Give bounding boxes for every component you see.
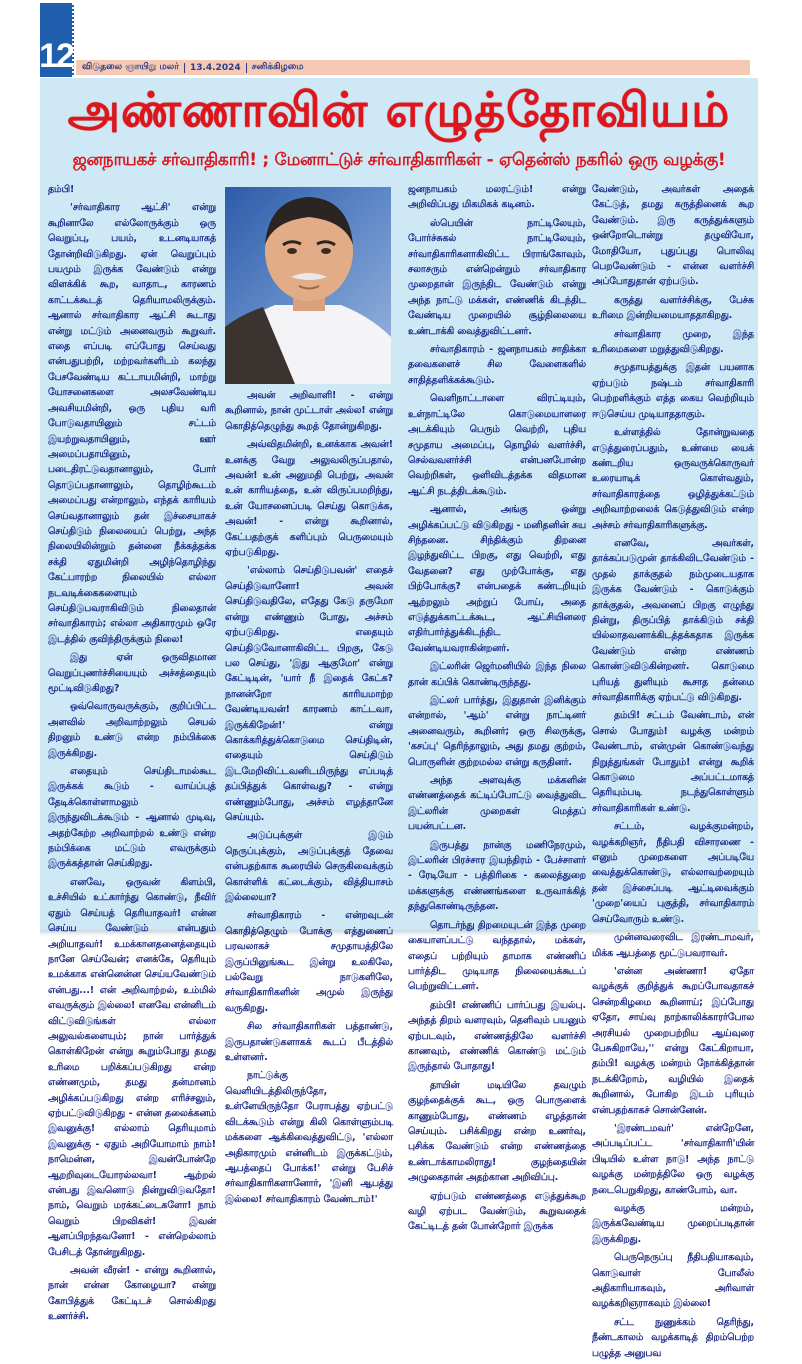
paragraph: தாயின் மடியிலே தவழும் குழந்தைக்குக் கூட, ஒரு பொருளைக் காணும்போது, எண்ணம் எழத்தான் செய்யும். பசிக்கிறது என்ற உணர்வு, புசிக்க வேண்டும் என்ற எண்ணத்தை உண்டாக்காமலிராது! குழந்தையின் அழுகைதான் அதற்கான அறிவிப்பு. [408,1079,586,1184]
portrait-illustration [225,187,391,384]
article-column-2 [225,388,393,1210]
page-number: 12 [39,37,73,75]
issue-date: 13.4.2024 [189,62,241,73]
paragraph: சில சர்வாதிகாரிகள் பத்தாண்டு, இருபதாண்டுகளாகக் கூடப் பீடத்தில் உள்ளனர். [225,1021,393,1064]
paragraph: அவன் வீரன்! - என்று கூறினால், நான் என்ன கோழையா? என்று கோபித்துக் கேட்டிடச் சொல்கிறது உணர்ச்சி. [48,1265,216,1323]
paragraph: ஆனால், அங்கு ஒன்று அழிக்கப்பட்டு விடுகிறது - மனிதனின் சுய சிந்தனை. சிந்திக்கும் திறனை இழந்துவிட்ட பிறகு, எது வெற்றி, எது வேதனை? எது முற்போக்கு, எது பிற்போக்கு? என்பதைக் கண்டறியும் ஆற்றலும் அற்றுப் போய், அதை எடுத்துக்காட்டக்கூட, ஆட்சியினரை எதிர்பார்த்துக்கிடந்திட வேண்டியவராகின்றனர். [408,504,586,654]
paragraph: 'இரண்டமவர்' என்றேனே, அப்படிப்பட்ட 'சர்வாதிகாரி'யின் பிடியில் உள்ள நாடு! அந்த நாட்டு வழக்கு மன்றத்திலே ஒரு வழக்கு நடைபெறுகிறது, காண்போம், வா. [592,1122,754,1196]
paragraph: தம்பி! [48,184,75,195]
paragraph: வெளிநாட்டாளை விரட்டியும், உள்நாட்டிலே கொடுமையாளரை அடக்கியும் பெரும் வெற்றி, புதிய சமுதாய அமைப்பு, தொழில் வளர்ச்சி, செல்வவளர்ச்சி என்பனபோன்ற வெற்றிகள், ஒளிவிடத்தக்க விதமான ஆட்சி நடத்திடக்கூடும். [408,393,586,497]
paragraph: இட்லர் பார்த்து, இதுதான் இனிக்கும் என்றால், 'ஆம்' என்று நாட்டினர் அனைவரும், கூறினர்; ஒரு சிலருக்கு, 'கசப்பு' தெரிந்தாலும், அது தமது குற்றம், பொருளின் குற்றமல்ல என்று கருதினர். [408,695,586,768]
paragraph: நாட்டுக்கு வெளியிடத்திலிருந்தோ, உள்ளேயிருந்தோ பேராபத்து ஏற்பட்டு விடக்கூடும் என்று கிலி கொள்ளும்படி மக்களை ஆக்கிவைத்துவிட்டு, 'எல்லா அதிகாரமும் என்னிடம் இருக்கட்டும், ஆபத்தைப் போக்க!' என்று பேசிச் சர்வாதிகாரிகளானோர், 'இனி ஆபத்து இல்லை! சர்வாதிகாரம் வேண்டாம்!' [225,1070,393,1205]
paragraph: கருத்து வளர்ச்சிக்கு, பேச்சு உரிமை இன்றியமையாததாகிறது. [592,294,754,322]
divider [246,63,247,73]
date-strip [76,60,750,75]
author-portrait [225,187,391,384]
paragraph: இட்லரின் ஜெர்மனியில் இந்த நிலை தான் கப்பிக் கொண்டிருந்தது. [408,661,586,688]
paragraph: சர்வாதிகார முறை, இந்த உரிமைகளை மறுத்துவிடுகிறது. [592,328,754,356]
paragraph: அவ்விதமின்றி, உனக்காக அவன்! உனக்கு வேறு அலுவலிருப்பதால், அவன்! உன் அனுமதி பெற்று, அவன் உன் காரியத்தை, உன் விருப்பமறிந்து, உன் யோசனைப்படி செய்து கொடுக்க, அவன்! - என்று கூறினால், கேட்பதற்குக் களிப்பும் பெருமையும் ஏற்படுகிறது. [225,439,393,559]
paragraph: 'எல்லாம் செய்திடுபவன்' எதைச் செய்திடுவானோ! அவன் செய்திடுவதிலே, எதேது கேடு தருமோ என்று எண்ணும் போது, அச்சம் ஏற்படுகிறது. எதையும் செய்திடுவோனாகிவிட்ட பிறகு, கேடு பல செய்து, 'இது ஆகுமோ' என்று கேட்டிடின், 'யார் நீ இதைக் கேட்க? நானன்றோ காரியமாற்ற வேண்டியவன்! காரணம் காட்டவா, இருக்கிறேன்!' என்று கொக்கரித்துக்கொடுமை செய்திடின், எதையும் செய்திடும் இடமேறிவிட்டவனிடமிருந்து எப்படித் தப்பித்துக் கொள்வது? - என்று எண்ணும்போது, அச்சம் எழத்தானே செய்யும். [225,565,393,823]
paragraph: சட்டம், வழக்குமன்றம், வழக்கறிஞர், நீதிபதி விசாரணை - எனும் முறைகளை அப்படியே வைத்துக்கொண்டு, எல்லாவற்றையும் தன் இச்சைப்படி ஆட்டிவைக்கும் 'முறை'யைப் புகுத்தி, சர்வாதிகாரம் செய்வோரும் உண்டு. [592,821,754,925]
paragraph: தம்பி! எண்ணிப் பார்ப்பது இயல்பு. அந்தத் திறம் வளரவும், தெளிவும் பயனும் ஏற்படவும், எண்ணத்திலே வளர்ச்சி காணவும், எண்ணிக் கொண்டு மட்டும் இருந்தால் போதாது! [408,999,586,1073]
paragraph: வழக்கு மன்றம், இருக்கவேண்டிய முறைப்படிதான் இருக்கிறது. [592,1203,754,1245]
article-subtitle: ஜனநாயகச் சர்வாதிகாரி! ; மேனாட்டுச் சர்வாதிகாரிகள் - ஏதென்ஸ் நகரில் ஒரு வழக்கு! [72,150,726,170]
paragraph: அவன் அறிவாளி! - என்று கூறினால், நான் முட்டாள் அல்ல! என்று கொதித்தெழுந்து கூறத் தோன்றுகிறது. [225,390,393,432]
paragraph: ஸ்பெயின் நாட்டிலேயும், போர்ச்சுகல் நாட்டிலேயும், சர்வாதிகாரிகளாகிவிட்ட பிராங்கோவும், சலாசரும் என்றென்றும் சர்வாதிகார முறைதான் இருந்திட வேண்டும் என்று அந்த நாட்டு மக்கள், எண்ணிக் கிடந்திட வேண்டிய முறையில் சூழ்நிலையை உண்டாக்கி வைத்துவிட்டனர். [408,217,586,337]
paragraph: எனவே, அவர்கள், தாக்கப்படுமுன் தாக்கிவிடவேண்டும் - முதல் தாக்குதல் நம்முடையதாக இருக்க வேண்டும் - கொடுக்கும் தாக்குதல், அவனைப் பிறகு எழுந்து நின்று, திருப்பித் தாக்கிடும் சக்தி யில்லாதவனாக்கிடத்தக்கதாக இருக்க வேண்டும் என்ற எண்ணம் கொண்டுவிடுகின்றனர். கொடுமை புரியத் துளியும் கூசாத தன்மை சர்வாதிகாரிக்கு ஏற்பட்டு விடுகிறது. [592,537,754,703]
article-title: அண்ணாவின் எழுத்தோவியம் [67,83,731,138]
paragraph: தொடர்ந்து திறமையுடன் இந்த முறை கையாளப்பட்டு வந்ததால், மக்கள், எதைப் பற்றியும் தாமாக எண்ணிப் பார்த்திட முடியாத நிலையைக்கூடப் பெற்றுவிட்டனர். [408,919,586,993]
paragraph: சமுதாயத்துக்கு இதன் பயனாக ஏற்படும் நஷ்டம் சர்வாதிகாரி பெற்றளிக்கும் எத்த கைய வெற்றியும் ஈடுசெய்ய முடியாததாகும். [592,362,754,420]
paragraph: எதையும் செய்திடாமல்கூட இருக்கக் கூடும் - வாய்ப்புத் தேடிக்கொள்ளாமலும் இருந்துவிடக்கூடும் - ஆனால் முடிவு, அதற்கேற்ற அறிவாற்றல் உண்டு என்ற நம்பிக்கை மட்டும் எவருக்கும் இருக்கத்தான் செய்கிறது. [48,766,216,870]
paragraph: ஏற்படும் எண்ணத்தை எடுத்துக்கூற வழி ஏற்பட வேண்டும், கூறுவதைக் கேட்டிடத் தன் போன்றோர் இருக்க [408,1190,586,1233]
paragraph: ஜனநாயகம் மலரட்டும்! என்று அறிவிப்பது மிகமிகக் கடினம். [408,184,586,211]
paragraph: உள்ளத்தில் தோன்றுவதை எடுத்துரைப்பதும், உண்மை யைக் கண்டறிய ஒருவருக்கொருவர் உரையாடிக் கொள்வதும், சர்வாதிகாரத்தை ஒழித்துக்கட்டும் அறிவாற்றலைக் கெடுத்துவிடும் என்ற அச்சம் சர்வாதிகாரிகளுக்கு. [592,427,754,531]
article-column-1 [48,182,216,1328]
paragraph: 'சர்வாதிகார ஆட்சி' என்று கூறினாலே எல்லோருக்கும் ஒரு வெறுப்பு, பயம், உடனடியாகத் தோன்றிவிடுகிறது. ஏன் வெறுப்பும் பயமும் இருக்க வேண்டும் என்று விளக்கிக் கூற, வாதாட, காரணம் காட்டக்கூடத் தெரியாமலிருக்கும். ஆனால் சர்வாதிகார ஆட்சி கூடாது என்று மட்டும் அனைவரும் கூறுவர். எதை எப்படி எப்போது செய்வது என்பதுபற்றி, மற்றவர்களிடம் கலந்து பேசவேண்டிய கட்டாயமின்றி, மாற்று யோசனைகளை அலசவேண்டிய அவசியமின்றி, ஒரு புதிய வரி போடுவதாயினும் சட்டம் இயற்றுவதாயினும், ஊர் அமைப்பதாயினும், படைதிரட்டுவதானாலும், போர் தொடுப்பதானாலும், தொழிற்கூடம் அமைப்பது என்றாலும், எந்தக் காரியம் செய்வதானாலும் தன் இச்சையாகச் செய்திடும் நிலையைப் பெற்று, அந்த நிலையிலின்றும் தன்னை நீக்கத்தக்க சக்தி ஏதுமின்றி அழிந்தொழிந்து கேட்பாரற்ற நிலையில் எல்லா நடவடிக்கைகளையும் செய்திடுபவராகிவிடும் நிலைதான் சர்வாதிகாரம்; எல்லா அதிகாரமும் ஒரே இடத்தில் குவிந்திருக்கும் நிலை! [48,202,216,645]
publication-name: விடுதலை ஞாயிறு மலர் [82,62,179,72]
paragraph: ஒவ்வொருவருக்கும், குறிப்பிட்ட அளவில் அறிவாற்றலும் செயல் திறனும் உண்டு என்ற நம்பிக்கை இருக்கிறது. [48,701,216,759]
paragraph: எனவே, ஒருவன் கிளம்பி, உச்சியில் உட்கார்ந்து கொண்டு, நீவிர் ஏதும் செய்யத் தெரியாதவர்! என்ன செய்ய வேண்டும் என்பதும் அறியாதவர்! உமக்கானதனைத்தையும் நானே செய்வேன்; எனக்கே, தெரியும் உமக்காக என்னென்ன செய்யவேண்டும் என்பது...! என் அறிவாற்றல், உம்மில் எவருக்கும் இல்லை! எனவே என்னிடம் விட்டுவிடுங்கள் எல்லா அலுவல்களையும்; நான் பார்த்துக் கொள்கிறேன் என்று கூறும்போது தமது உரிமை பறிக்கப்படுகிறது என்ற எண்ணமும், தமது தன்மானம் அழிக்கப்படுகிறது என்ற எரிச்சலும், ஏற்பட்டுவிடுகிறது - என்ன தலைக்கனம் இவனுக்கு! எல்லாம் தெரியுமாம் இவனுக்கு - ஏதும் அறியோமாம் நாம்! நாமென்ன, இவன்போன்றே ஆறறிவுடையோரல்லவா! ஆற்றல் என்பது இவனொடு நின்றுவிடுவதோ! நாம், வெறும் மரக்கட்டைகளோ! நாம் வெறும் பிறவிகள்! இவன் ஆளப்பிறந்தவனோ! - என்றெல்லாம் பேசிடத் தோன்றுகிறது. [48,876,216,1258]
paragraph: பெருநெருப்பு நீதிபதியாகவும், கொடுவாள் போலீஸ் அதிகாரியாகவும், அரிவாள் வழக்கறிஞராகவும் இல்லை! [592,1252,754,1310]
paragraph: சர்வாதிகாரம் - என்றவுடன் கொதித்தெழும் போக்கு எத்துணைப் பரவலாகச் சமுதாயத்திலே இருப்பினுங்கூட இன்று உலகிலே, பல்வேறு நாடுகளிலே, சர்வாதிகாரிகளின் அமுல் இருந்து வருகிறது. [225,910,393,1014]
paragraph: அடுப்புக்குள் இடும் நெருப்புக்கும், அடுப்புக்குத் தேவை என்பதற்காக கூரையில் செருகிவைக்கும் கொள்ளிக் கட்டைக்கும், வித்தியாசம் இல்லையா? [225,830,393,903]
paragraph: தம்பி! சட்டம் வேண்டாம், என் சொல் போதும்! வழக்கு மன்றம் வேண்டாம், என்முன் கொண்டுவந்து நிறுத்துங்கள் போதும்! என்று கூறிக் கொடுமை அப்பட்டமாகத் தெரியும்படி நடந்துகொள்ளும் சர்வாதிகாரிகள் உண்டு. [592,710,754,814]
paragraph: வேண்டும், அவர்கள் அதைக் கேட்டுத், தமது கருத்தினைக் கூற வேண்டும். இரு கருத்துக்களும் ஒன்றோடொன்று தழுவியோ, மோதியோ, புதுப்புது பொலிவு பெறவேண்டும் - என்ன வளர்ச்சி அப்போதுதான் ஏற்படும். [592,184,754,288]
paragraph: அந்த அளவுக்கு மக்களின் எண்ணத்தைக் கட்டிப்போட்டு வைத்துவிட இட்லரின் முறைகள் மெத்தப் பயன்பட்டன. [408,775,586,833]
article-column-3 [408,182,586,1238]
article-column-4 [592,182,754,1364]
divider [184,63,185,73]
paragraph: முன்னவரைவிட இரண்டாமவர், மிக்க ஆபத்தை மூட்டுபவராவர். [592,932,754,959]
page-number-badge [40,3,74,77]
paragraph: 'என்ன அண்ணா! ஏதோ வழக்குக் குறித்துக் கூறப்போவதாகச் சென்றகிழமை கூறினாய்; இப்போது ஏதோ, சாய்வு நாற்காலிக்காரர்போல அரசியல் முறைபற்றிய ஆய்வுரை பேசுகிறாயே,'' என்று கேட்கிறாயா, தம்பி! வழக்கு மன்றம் நோக்கித்தான் நடக்கிறோம், வழியில் இதைக் கூறினால், போகிற இடம் புரியும் என்பதற்காகச் சொன்னேன். [592,965,754,1116]
issue-day: சனிக்கிழமை [251,62,304,72]
paragraph: இருபத்து நான்கு மணிநேரமும், இட்லரின் பிரச்சார இயந்திரம் - பேச்சாளர் - ரேடியோ - பத்திரிகை - கலைத்துறை மக்களுக்கு எண்ணங்களை உருவாக்கித் தந்துகொண்டிருந்தன. [408,839,586,913]
paragraph: சட்ட நுணுக்கம் தெரிந்து, நீண்டகாலம் வழக்காடித் திறம்பெற்ற பழுத்த அனுபவ [592,1316,754,1359]
paragraph: இது ஏன் ஒருவிதமான வெறுப்புணர்ச்சியையும் அச்சத்தையும் மூட்டிவிடுகிறது? [48,652,216,694]
paragraph: சர்வாதிகாரம் - ஜனநாயகம் சாதிக்கா தவைகளைச் சில வேளைகளில் சாதித்தளிக்கக்கூடும். [408,344,586,386]
